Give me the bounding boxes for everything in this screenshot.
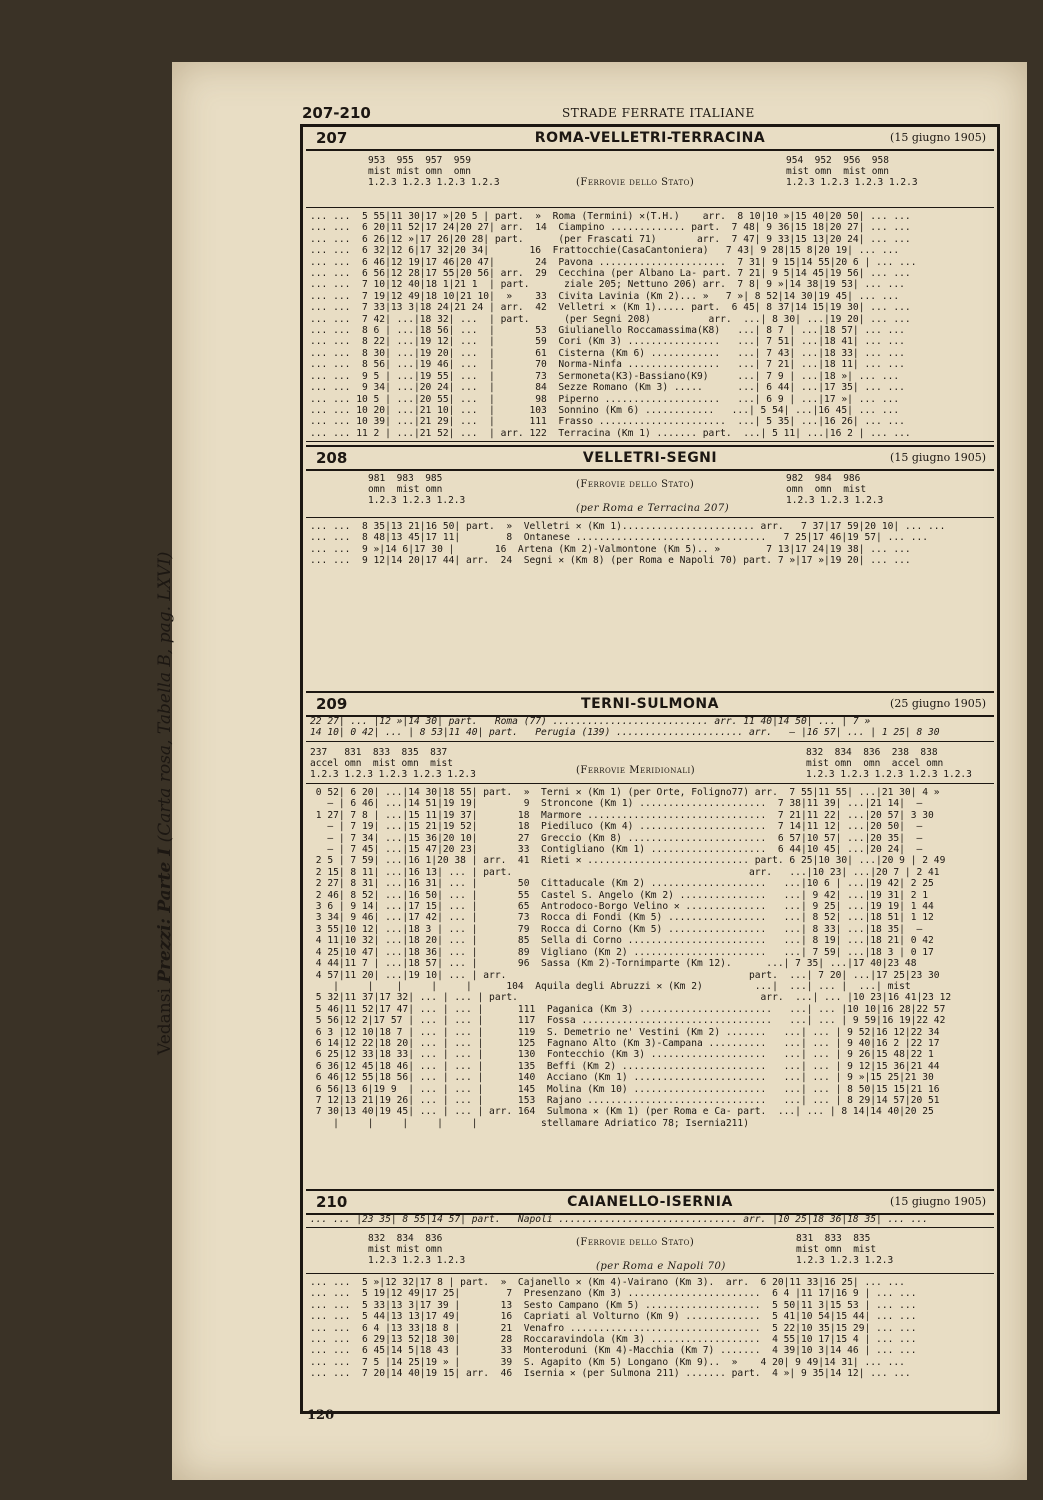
timetable-row: 14 10| 0 42| ... | 8 53|11 40| part. Perugia (139) ...................... arr. — |16 57| ... | 1 25| 8 30	[310, 727, 940, 739]
timetable-frame	[300, 124, 1000, 1414]
railway-company: (Ferrovie dello Stato)	[576, 479, 695, 490]
section-date: (15 giugno 1905)	[890, 131, 986, 144]
timetable-row: ... ... 8 6 | ...|18 56| ... | 53 Giulianello Roccamassima(K8) ...| 8 7 | ...|18 57| ... ...	[310, 325, 905, 337]
timetable-row: ... ... 7 5 |14 25|19 » | 39 S. Agapito (Km 5) Longano (Km 9).. » 4 20| 9 49|14 31| ... ...	[310, 1356, 905, 1368]
timetable-row: 4 11|10 32| ...|18 20| ... | 85 Sella di Corno ........................ ...| 8 19| ...|18 21| 0 42	[310, 935, 934, 947]
timetable-row: ... ... 9 34| ...|20 24| ... | 84 Sezze Romano (Km 3) ..... ...| 6 44| ...|17 35| ... ...	[310, 382, 905, 394]
timetable-row: ... ... 5 19|12 49|17 25| 7 Presenzano (Km 3) ....................... 6 4 |11 17|16 9 | ... ...	[310, 1288, 917, 1300]
timetable-row: ... ... 5 33|13 3|17 39 | 13 Sesto Campano (Km 5) .................... 5 50|11 3|15 53 | ... ...	[310, 1299, 917, 1311]
timetable-row: 4 57|11 20| ...|19 10| ... | arr. part. ...| 7 20| ...|17 25|23 30	[310, 969, 940, 981]
timetable-row: | | | | | stellamare Adriatico 78; Isernia211)	[310, 1117, 749, 1129]
section-number: 208	[316, 449, 348, 467]
side-note	[155, 551, 185, 1055]
timetable-row: 6 36|12 45|18 46| ... | ... | 135 Beffi (Km 2) ......................... ...| ... | 9 12|15 36|21 44	[310, 1060, 940, 1072]
section-number: 207	[316, 129, 348, 147]
right-train-columns: 982 984 986 omn omn mist 1.2.3 1.2.3 1.2.3	[786, 473, 884, 506]
timetable-row: ... ... 5 55|11 30|17 »|20 5 | part. » Roma (Termini) ✕(T.H.) arr. 8 10|10 »|15 40|20 50| ... ...	[310, 211, 911, 222]
timetable-row: ... ... 7 10|12 40|18 1|21 1 | part. ziale 205; Nettuno 206) arr. 7 8| 9 »|14 38|19 53| ... ...	[310, 279, 905, 291]
timetable-row: 4 25|10 47| ...|18 36| ... | 89 Vigliano (Km 2) ....................... ...| 7 59| ...|18 3 | 0 17	[310, 946, 934, 958]
timetable-row: ... ... 8 35|13 21|16 50| part. » Velletri ✕ (Km 1)....................... arr. 7 37|17 59|20 10| ... ...	[310, 521, 946, 532]
timetable-row: ... ... 8 56| ...|19 46| ... | 70 Norma-Ninfa ................ ...| 7 21| ...|18 11| ... ...	[310, 359, 905, 371]
timetable-row: ... ... 7 20|14 40|19 15| arr. 46 Isernia ✕ (per Sulmona 211) ....... part. 4 »| 9 35|14 12| ... ...	[310, 1368, 911, 1380]
timetable-row: 6 56|13 6|19 9 | ... | ... | 145 Molina (Km 10) ....................... ...| ... | 8 50|15 15|21 16	[310, 1083, 940, 1095]
timetable-row: 5 56|12 2|17 57 | ... | ... | 117 Fossa ................................. ...| ... | 9 59|16 19|22 42	[310, 1015, 946, 1027]
timetable-row: ... ... 9 »|14 6|17 30 | 16 Artena (Km 2)-Valmontone (Km 5).. » 7 13|17 24|19 38| ... ...	[310, 543, 911, 555]
timetable-row: 5 46|11 52|17 47| ... | ... | 111 Paganica (Km 3) ....................... ...| ... |10 10|16 28|22 57	[310, 1003, 946, 1015]
left-train-columns: 832 834 836 mist mist omn 1.2.3 1.2.3 1.2.3	[368, 1233, 466, 1266]
section-208-header	[306, 445, 994, 471]
timetable-row: ... ... 6 45|14 5|18 43 | 33 Monteroduni (Km 4)-Macchia (Km 7) ....... 4 39|10 3|14 46 | ... ...	[310, 1345, 917, 1357]
timetable-row: | | | | | 104 Aquila degli Abruzzi ✕ (Km 2) ...| ...| ... | ...| mist	[310, 980, 911, 992]
left-train-columns: 953 955 957 959 mist mist omn omn 1.2.3 1.2.3 1.2.3 1.2.3	[368, 155, 500, 188]
section-207	[306, 127, 994, 487]
timetable-row: ... ... 10 5 | ...|20 55| ... | 98 Piperno .................... ...| 6 9 | ...|17 »| ... ...	[310, 393, 900, 405]
timetable-row: 3 55|10 12| ...|18 3 | ... | 79 Rocca di Corno (Km 5) ................. ...| 8 33| ...|18 35| —	[310, 923, 923, 935]
section-210	[306, 1189, 994, 1414]
section-title: VELLETRI-SEGNI	[582, 450, 718, 466]
timetable-row: 3 34| 9 46| ...|17 42| ... | 73 Rocca di Fondi (Km 5) ................. ...| 8 52| ...|18 51| 1 12	[310, 912, 934, 924]
timetable-row: ... ... 9 5 | ...|19 55| ... | 73 Sermoneta(K3)-Bassiano(K9) ...| 7 9 | ...|18 »| ... ...	[310, 370, 900, 382]
timetable-row: ... ... 11 2 | ...|21 52| ... | arr. 122 Terracina (Km 1) ....... part. ...| 5 11| ...|16 2 | ... ...	[310, 427, 911, 439]
timetable-row: — | 7 19| ...|15 21|19 52| 18 Piediluco (Km 4) ...................... 7 14|11 12| ...|20 50| —	[310, 821, 923, 833]
page-header	[302, 104, 998, 124]
timetable-row: — | 7 34| ...|15 36|20 10| 27 Greccio (Km 8) ........................ 6 57|10 57| ...|20 35| —	[310, 832, 923, 844]
page-range: 207-210	[302, 104, 371, 122]
timetable-row: 7 30|13 40|19 45| ... | ... | arr. 164 Sulmona ✕ (Km 1) (per Roma e Ca- part. ...| ... | 8 14|14 40|20 25	[310, 1106, 934, 1118]
timetable-row: 22 27| ... |12 »|14 30| part. Roma (77) ........................... arr. 11 40|14 50| ... | 7 »	[310, 716, 871, 727]
side-note-parte: Parte I	[155, 847, 175, 913]
timetable-row: ... ... 6 26|12 »|17 26|20 28| part. (per Frascati 71) arr. 7 47| 9 33|15 13|20 24| ... ...	[310, 233, 911, 245]
timetable-row: 6 25|12 33|18 33| ... | ... | 130 Fontecchio (Km 3) .................... ...| ... | 9 26|15 48|22 1	[310, 1049, 934, 1061]
timetable-row: ... ... 5 »|12 32|17 8 | part. » Cajanello ✕ (Km 4)-Vairano (Km 3). arr. 6 20|11 33|16 25| ... ...	[310, 1277, 905, 1288]
timetable-row: ... ... 7 33|13 3|18 24|21 24 | arr. 42 Velletri ✕ (Km 1)..... part. 6 45| 8 37|14 15|19 30| ... ...	[310, 302, 911, 314]
section-title: ROMA-VELLETRI-TERRACINA	[534, 130, 766, 146]
timetable-row: ... ... 6 46|12 19|17 46|20 47| 24 Pavona ...................... 7 31| 9 15|14 55|20 6 | ... ...	[310, 256, 917, 268]
railway-company: (Ferrovie Meridionali)	[576, 765, 696, 776]
section-date: (15 giugno 1905)	[890, 451, 986, 464]
section-number: 209	[316, 695, 348, 713]
timetable-row: 6 3 |12 10|18 7 | ... | ... | 119 S. Demetrio ne' Vestini (Km 2) ....... ...| ... | 9 52|16 12|22 34	[310, 1026, 940, 1038]
timetable-row: ... ... 9 12|14 20|17 44| arr. 24 Segni ✕ (Km 8) (per Roma e Napoli 70) part. 7 »|17 »|19 20| ... ...	[310, 555, 911, 567]
page-number: 120	[307, 1408, 335, 1423]
timetable-row: 0 52| 6 20| ...|14 30|18 55| part. » Terni ✕ (Km 1) (per Orte, Foligno77) arr. 7 55|11 55| ...|21 30| 4 »	[310, 787, 940, 798]
section-209	[306, 691, 994, 1191]
timetable-row: 4 44|11 7 | ...|18 57| ... | 96 Sassa (Km 2)-Tornimparte (Km 12). ...| 7 35| ...|17 40|23 48	[310, 958, 917, 970]
railway-company: (Ferrovie dello Stato)	[576, 177, 695, 188]
railway-company: (Ferrovie dello Stato)	[576, 1237, 695, 1248]
side-note-carta: (Carta rosa,	[155, 739, 175, 843]
timetable-row: — | 7 45| ...|15 47|20 23| 33 Contigliano (Km 1) .................... 6 44|10 45| ...|20 24| —	[310, 844, 923, 856]
timetable-row: 6 46|12 55|18 56| ... | ... | 140 Acciano (Km 1) ....................... ...| ... | 9 »|15 25|21 30	[310, 1072, 934, 1084]
timetable-row: ... ... 8 22| ...|19 12| ... | 59 Cori (Km 3) ................ ...| 7 51| ...|18 41| ... ...	[310, 336, 905, 348]
side-note-tabella: Tabella B, pag. LXVI)	[155, 551, 175, 735]
section-date: (15 giugno 1905)	[890, 1195, 986, 1208]
connection-row: ... ... |23 35| 8 55|14 57| part. Napoli ............................... arr. |10 25|18 36|18 35| ... ...	[310, 1214, 929, 1225]
section-title: TERNI-SULMONA	[581, 696, 719, 712]
timetable-row: ... ... 6 29|13 52|18 30| 28 Roccaravindola (Km 3) ................... 4 55|10 17|15 4 | ... ...	[310, 1334, 917, 1346]
timetable-row: ... ... 7 42| ...|18 32| ... | part. (per Segni 208) arr. ...| 8 30| ...|19 20| ... ...	[310, 313, 911, 325]
timetable-row: 1 27| 7 8 | ...|15 11|19 37| 18 Marmore ............................... 7 21|11 22| ...|20 57| 3 30	[310, 809, 934, 821]
timetable-row: 7 12|13 21|19 26| ... | ... | 153 Rajano ............................... ...| ... | 8 29|14 57|20 51	[310, 1094, 940, 1106]
right-train-columns: 831 833 835 mist omn mist 1.2.3 1.2.3 1.2.3	[796, 1233, 894, 1266]
section-subtitle: (per Roma e Terracina 207)	[576, 503, 730, 514]
right-train-columns: 954 952 956 958 mist omn mist omn 1.2.3 1.2.3 1.2.3 1.2.3	[786, 155, 918, 188]
timetable-row: ... ... 7 19|12 49|18 10|21 10| » 33 Civita Lavinia (Km 2)... » 7 »| 8 52|14 30|19 45| ... ...	[310, 290, 900, 302]
timetable-page	[155, 62, 1027, 1480]
section-208	[306, 445, 994, 595]
timetable-row: 2 27| 8 31| ...|16 31| ... | 50 Cittaducale (Km 2) .................... ...|10 6 | ...|19 42| 2 25	[310, 878, 934, 890]
timetable-rows	[310, 787, 1000, 1129]
timetable-rows	[310, 521, 1000, 567]
section-date: (25 giugno 1905)	[890, 697, 986, 710]
section-207-header	[306, 127, 994, 151]
left-train-columns: 981 983 985 omn mist omn 1.2.3 1.2.3 1.2.3	[368, 473, 466, 506]
running-title: STRADE FERRATE ITALIANE	[562, 106, 755, 120]
timetable-row: ... ... 6 20|11 52|17 24|20 27| arr. 14 Ciampino ............. part. 7 48| 9 36|15 18|20 27| ... ...	[310, 222, 911, 234]
connection-rows	[310, 716, 1000, 739]
timetable-row: 3 6 | 9 14| ...|17 15| ... | 65 Antrodoco-Borgo Velino ✕ .............. ...| 9 25| ...|19 19| 1 44	[310, 901, 934, 913]
timetable-row: ... ... 8 48|13 45|17 11| 8 Ontanese ................................. 7 25|17 46|19 57| ... ...	[310, 532, 929, 544]
timetable-row: 2 5 | 7 59| ...|16 1|20 38 | arr. 41 Rieti ✕ ............................ part. 6 25|10 30| ...|20 9 | 2 49	[310, 855, 946, 867]
timetable-row: ... ... 8 30| ...|19 20| ... | 61 Cisterna (Km 6) ............ ...| 7 43| ...|18 33| ... ...	[310, 347, 905, 359]
timetable-row: 2 46| 8 52| ...|16 50| ... | 55 Castel S. Angelo (Km 2) ............... ...| 9 42| ...|19 31| 2 1	[310, 889, 929, 901]
timetable-row: ... ... 10 39| ...|21 29| ... | 111 Frasso ...................... ...| 5 35| ...|16 26| ... ...	[310, 416, 905, 428]
timetable-row: 2 15| 8 11| ...|16 13| ... | part. arr. ...|10 23| ...|20 7 | 2 41	[310, 866, 940, 878]
timetable-row: 6 14|12 22|18 20| ... | ... | 125 Fagnano Alto (Km 3)-Campana .......... ...| ... | 9 40|16 2 |22 17	[310, 1037, 940, 1049]
timetable-rows	[310, 1277, 1000, 1380]
timetable-row: ... ... 6 56|12 28|17 55|20 56| arr. 29 Cecchina (per Albano La- part. 7 21| 9 5|14 45|19 56| ... ...	[310, 268, 911, 280]
timetable-row: ... ... 5 44|13 13|17 49| 16 Capriati al Volturno (Km 9) ............. 5 41|10 54|15 44| ... ...	[310, 1311, 917, 1323]
section-title: CAIANELLO-ISERNIA	[567, 1194, 733, 1210]
section-209-header	[306, 691, 994, 717]
section-number: 210	[316, 1193, 348, 1211]
left-train-columns: 237 831 833 835 837 accel omn mist omn mist 1.2.3 1.2.3 1.2.3 1.2.3 1.2.3	[310, 747, 476, 780]
timetable-row: 5 32|11 37|17 32| ... | ... | part. arr. ...| ... |10 23|16 41|23 12	[310, 992, 952, 1004]
right-train-columns: 832 834 836 238 838 mist omn omn accel omn 1.2.3 1.2.3 1.2.3 1.2.3 1.2.3	[806, 747, 972, 780]
section-subtitle: (per Roma e Napoli 70)	[596, 1261, 726, 1272]
timetable-row: ... ... 10 20| ...|21 10| ... | 103 Sonnino (Km 6) ............ ...| 5 54| ...|16 45| ... ...	[310, 404, 900, 416]
timetable-row: ... ... 6 32|12 6|17 32|20 34| 16 Frattocchie(CasaCantoniera) 7 43| 9 28|15 8|20 19| ... ...	[310, 245, 900, 257]
side-note-lead: Vedansi	[155, 988, 175, 1055]
timetable-row: ... ... 6 4 |13 33|18 8 | 21 Venafro ................................. 5 22|10 35|15 29| ... ...	[310, 1322, 917, 1334]
timetable-rows	[310, 211, 1000, 439]
timetable-row: — | 6 46| ...|14 51|19 19| 9 Stroncone (Km 1) ...................... 7 38|11 39| ...|21 14| —	[310, 798, 923, 810]
side-note-prezzi: Prezzi:	[155, 918, 175, 983]
section-210-header	[306, 1189, 994, 1215]
